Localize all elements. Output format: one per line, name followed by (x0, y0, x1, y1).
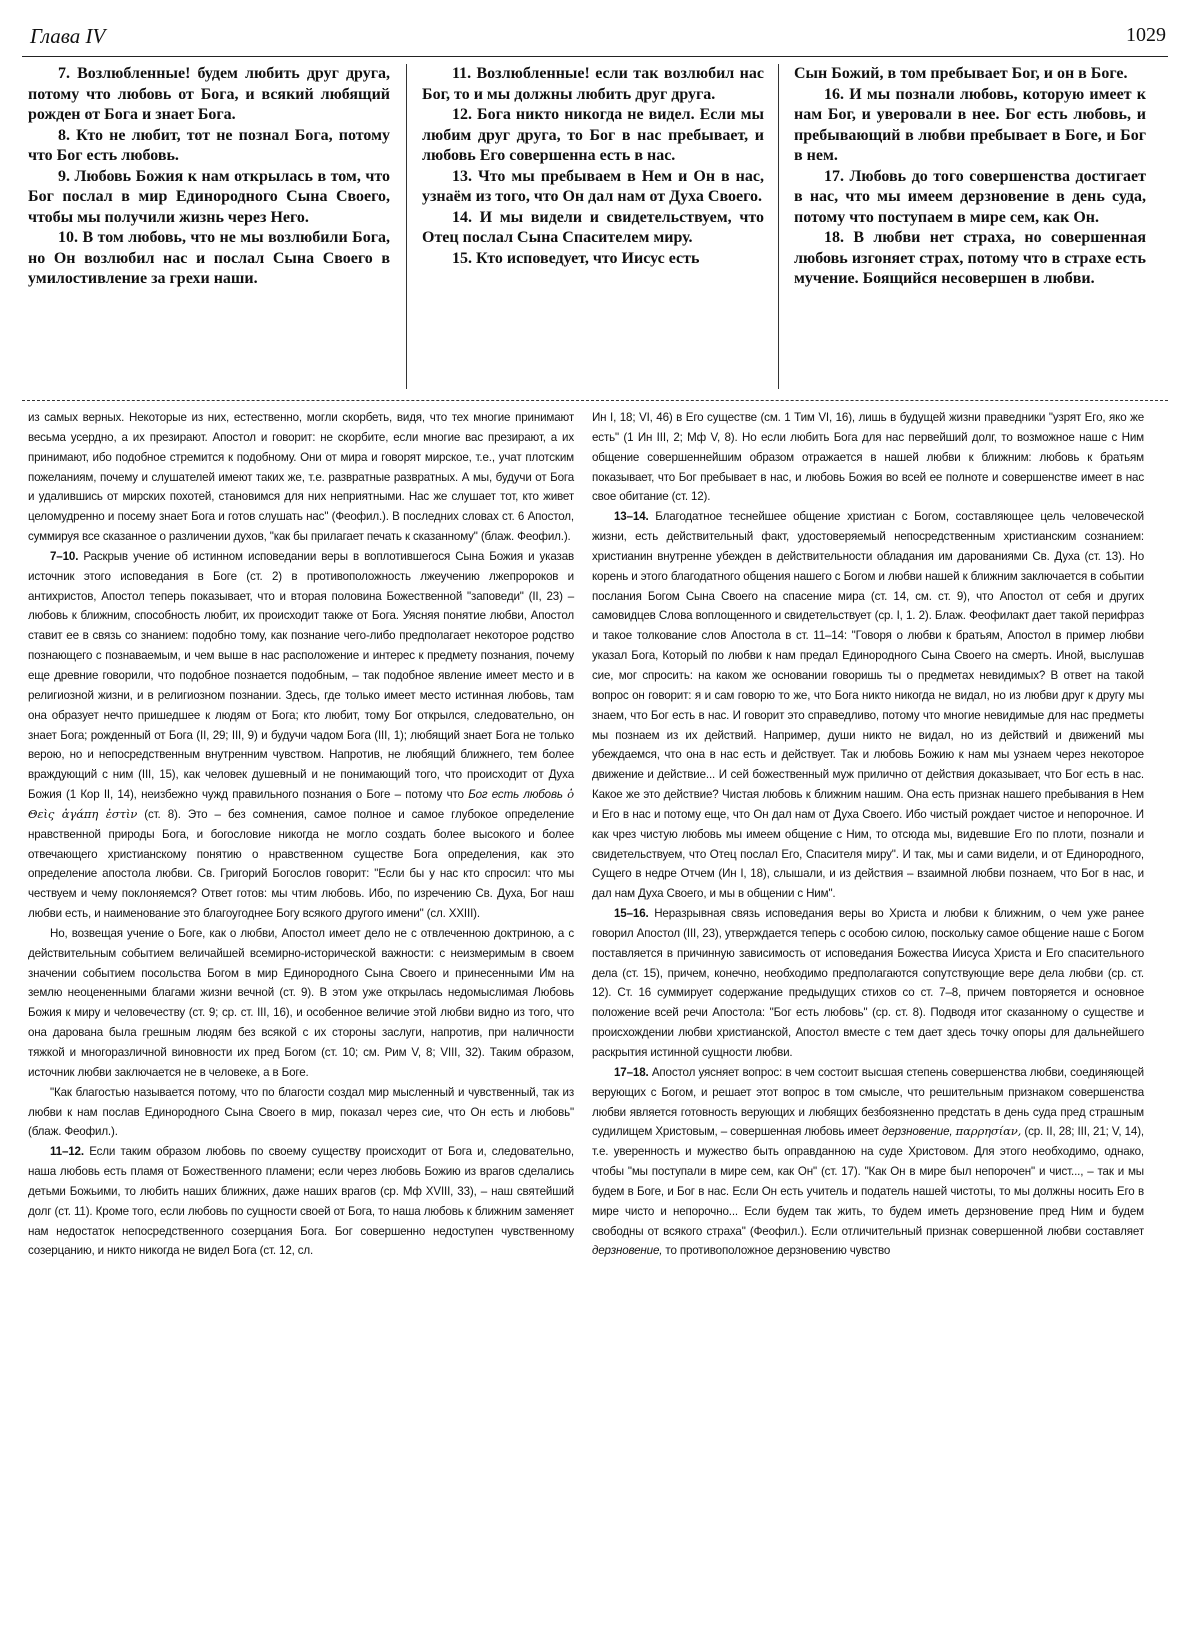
scripture-text (22, 64, 1168, 404)
commentary-column-left (28, 408, 574, 1616)
verse-column-1 (28, 64, 390, 404)
verse-15-continued: Сын Божий, в том пребывает Бог, и он в Боге. (794, 65, 1128, 82)
verse-13: 13. Что мы пребываем в Нем и Он в нас, узнаём из того, что Он дал нам от Духа Своего. (422, 167, 764, 205)
commentary-paragraph: 13–14. Благодатное теснейшее общение христиан с Богом, составляющее цель человеческой жизни, есть действительный факт, удостоверяемый непосредственным христианским сознанием: христианин внутренне убежден в действительности обладания им дарованиями Св. Духа (ст. 13). Но корень и этого благодатного общения нашего с Богом и любви нашей к ближним заключается в событии послания Богом Сына Своего на спасение мира (ст. 14, см. ст. 9), что Апостол от себя и других самовидцев Слова воплощенного и свидетельствует (ср. I, 1. 2). Блаж. Феофилакт дает такой перифраз и такое толкование слов Апостола в ст. 11–14: "Говоря о любви к братьям, Апостол в пример любви указал Бога, Который по любви к нам предал Единородного Сына Своего на смерть. Иной, выслушав сие, мог спросить: на каком же основании говоришь ты о предметах невидимых? В ответ на такой вопрос он говорит: я и сам говорю то же, что Бога никто никогда не видал, но из любви друг к другу мы знаем, что Бог есть в нас. И говорит это справедливо, потому что многие невидимые для нас предметы мы познаем из их действий. Например, души никто не видал, но из действий и движений мы убеждаемся, что она в нас есть и действует. Так и любовь Божию к нам мы узнаем через некоторое движение и действие... И сей божественный муж прилично от действия доказывает, что Бог есть в нас. Какое же это действие? Чистая любовь к ближним нашим. Она есть признак нашего пребывания в Нем и Его в нас и потому еще, что Он дал нам от Духа Своего. Ибо чистый рождает чистое и непорочное. И как чрез чистую любовь мы имеем общение с Ним, то отсюда мы, видевшие Его по плоти, познали и свидетельствуем, что Отец послал Его, Спасителя миру". И так, мы и сами видели, и от Единородного, Сущего в недре Отчем (Ин I, 18), слышали, и из действия – взаимной любви познаем, что Бог в нас, и дал нам Духа Своего, и мы в общении с Ним". (592, 510, 1144, 901)
section-divider (22, 400, 1168, 401)
chapter-title: Глава IV (30, 24, 106, 48)
verse-reference: 7–10. (50, 549, 79, 563)
verse-14: 14. И мы видели и свидетельствуем, что Отец послал Сына Спасителем миру. (422, 208, 764, 246)
commentary-paragraph: "Как благостью называется потому, что по благости создал мир мысленный и чувственный, так из любви к нам послав Единородного Сына Своего в мир, показал через сие, что Он есть и любовь" (блаж. Феофил.). (28, 1085, 574, 1139)
verse-15: 15. Кто исповедует, что Иисус есть (452, 249, 700, 267)
header-rule (22, 56, 1168, 57)
verse-12: 12. Бога никто никогда не видел. Если мы любим друг друга, то Бог в нас пребывает, и любовь Его совершенна есть в нас. (422, 106, 764, 164)
page-number: 1029 (1126, 24, 1166, 46)
commentary-paragraph: 7–10. Раскрыв учение об истинном исповедании веры в воплотившегося Сына Божия и указав источник этого исповедания в Боге (ст. 2) в противоположность лжеучению лжепророков и антихристов, Апостол теперь показывает, что и вторая половина Божественной "заповеди" (II, 23) – любовь к ближним, способность любит, их происходит также от Бога. Уясняя понятие любви, Апостол ставит ее в связь со знанием: подобно тому, как познание чего-либо предполагает некоторое родство познающего с познаваемым, и чем выше в нас расположение и интерес к предмету познания, почему еще древние говорили, что подобное познается подобным, – так подобное явление имеет место и в религиозной жизни, и в религиозном познании. Здесь, где только имеет место истинная любовь, там она образует нечто пришедшее к людям от Бога; кто любит, тому Бог открылся, следовательно, он знает Бога; рожденный от Бога (II, 29; III, 9) и будучи чадом Бога (III, 1); любящий знает Бога не только верою, но и непосредственным внутренним чувством. Напротив, не любящий ближнего, тем более враждующий с ним (III, 15), как человек душевный и не понимающий того, что происходит от Духа Божия (1 Кор II, 14), неизбежно чужд правильного познания о Боге – потому что Бог есть любовь ὁ Θεὶς ἀγάπη ἐστὶν (ст. 8). Это – без сомнения, самое полное и самое глубокое определение нравственной природы Бога, и богословие никогда не могло создать более высокого и более отвечающего христианскому понятию о нравственном существе Бога определения, как это определение апостола любви. Св. Григорий Богослов говорит: "Если бы у нас кто спросил: что мы чествуем и чему поклоняемся? Ответ готов: мы чтим любовь. Ибо, по изречению Св. Духа, Бог наш любви есть, и наименование это благоугоднее Богу всякого другого имени" (сл. XXIII). (28, 549, 575, 921)
column-divider (778, 64, 779, 389)
column-divider (406, 64, 407, 389)
greek-text: ὁ Θεὶς ἀγάπη ἐστὶν (28, 787, 575, 821)
emphasis: дерзновение, (592, 1244, 663, 1258)
emphasis: дерзновение, (882, 1125, 953, 1139)
verse-10: 10. В том любовь, что не мы возлюбили Бога, но Он возлюбил нас и послал Сына Своего в умилостивление за грехи наши. (28, 229, 390, 287)
verse-17: 17. Любовь до того совершенства достигает в нас, что мы имеем дерзновение в день суда, потому что поступаем в мире сем, как Он. (794, 167, 1146, 226)
verse-16: 16. И мы познали любовь, которую имеет к нам Бог, и уверовали в нее. Бог есть любовь, и пребывающий в любви пребывает в Боге, и Бог в нем. (794, 85, 1146, 164)
commentary-paragraph: Ин I, 18; VI, 46) в Его существе (см. 1 Тим VI, 16), лишь в будущей жизни праведники "узрят Его, яко же есть" (1 Ин III, 2; Мф V, 8). Но если любить Бога для нас первейший долг, то возможное наше с Ним общение совершеннейшим образом отражается в нашей любви к ближним: любовь к братьям показывает, что Бог пребывает в нас, и любовь Божия во всей ее полноте и совершенстве имеет в нас свое обитание (ст. 12). (592, 411, 1144, 504)
commentary-paragraph: Но, возвещая учение о Боге, как о любви, Апостол имеет дело не с отвлеченною доктриною, а с действительным событием величайшей всемирно-исторической важности: с неизмеримым в своем значении событием посольства Богом в мир Единородного Сына Своего и принесенными Им на землю неоцененными благами жизни вечной (ст. 9). В этом уже открылась недомыслимая Любовь Божия к миру и человечеству (ст. 9; ср. ст. III, 16), и особенное величие этой любви видно из того, что она дарована была грешным людям без всякой с их стороны заслуги, напротив, при наличности тяжкой и многоразличной виновности их пред Богом (ст. 10; см. Рим V, 8; VIII, 32). Таким образом, источник любви заключается не в человеке, а в Боге. (28, 926, 574, 1079)
commentary-paragraph: из самых верных. Некоторые из них, естественно, могли скорбеть, видя, что тех многие принимают весьма усердно, а их презирают. Апостол и говорит: не скорбите, если многие вас презирают, а их принимают, ибо подобное стремится к подобному. Они от мира и говорят мирское, т.е., учат плотским пожеланиям, почему и слушателей имеют таких же, т.е. развратные развратных. А мы, будучи от Бога и удалившись от мирских похотей, становимся для них неприятными. Нас же слушает тот, кто живет целомудренно и посему знает Бога и готов слушать нас" (Феофил.). В последних словах ст. 6 Апостол, суммируя все сказанное о различении духов, "как бы прилагает печать к сказанному" (блаж. Феофил.). (28, 411, 574, 544)
greek-text: παρρησίαν, (955, 1124, 1022, 1139)
verse-reference: 13–14. (614, 510, 649, 524)
verse-reference: 11–12. (50, 1145, 84, 1159)
commentary-paragraph: 17–18. Апостол уясняет вопрос: в чем состоит высшая степень совершенства любви, соединяющей верующих с Богом, и решает этот вопрос в том смысле, что решительным признаком совершенства любви является готовность верующих и любящих безбоязненно предстать в день суда пред страшным судилищем Христовым, – совершенная любовь имеет дерзновение, παρρησίαν, (ср. II, 28; III, 21; V, 14), т.е. уверенность и мужество быть оправданною на суде Христовом. Для этого необходимо, однако, чтобы "мы поступали в мире сем, как Он" (ст. 17). "Как Он в мире был непорочен" и чист..., – так и мы будем в Боге, и Бог в нас. Если Он есть учитель и податель нашей чистоты, то мы должны носить Его в мире чисто и непорочно... Если будем так жить, то будем иметь дерзновение пред Ним и будем свободны от всякого страха" (Феофил.). Если отличительный признак совершенной любви составляет дерзновение, то противоположное дерзновению чувство (592, 1065, 1145, 1258)
verse-18: 18. В любви нет страха, но совершенная любовь изгоняет страх, потому что в страхе есть мучение. Боящийся несовершен в любви. (794, 229, 1146, 287)
verse-11: 11. Возлюбленные! если так возлюбил нас Бог, то и мы должны любить друг друга. (422, 65, 764, 103)
verse-9: 9. Любовь Божия к нам открылась в том, что Бог послал в мир Единородного Сына Своего, чтобы мы получили жизнь через Него. (28, 167, 390, 226)
page (22, 14, 1168, 1620)
verse-column-3 (794, 64, 1146, 404)
verse-reference: 17–18. (614, 1065, 649, 1079)
running-header (22, 14, 1168, 46)
commentary-column-right (592, 408, 1144, 1616)
verse-reference: 15–16. (614, 907, 649, 921)
commentary-paragraph: 11–12. Если таким образом любовь по своему существу происходит от Бога и, следовательно, наша любовь есть пламя от Божественного пламени; если через любовь Божию из врагов сделались детьми Божьими, то любить наших ближних, даже наших врагов (ср. Мф XVIII, 33), – наш святейший долг (ст. 11). Кроме того, если любовь по сущности своей от Бога, то наша любовь к ближним заменяет нам недостаток непосредственного созерцания Бога. Бог совершенно недоступен чувственному созерцанию, и никто никогда не видел Бога (ст. 12, сл. (28, 1145, 574, 1258)
verse-7: 7. Возлюбленные! будем любить друг друга, потому что любовь от Бога, и всякий любящий рожден от Бога и знает Бога. (28, 65, 390, 123)
emphasis: Бог есть любовь (468, 788, 563, 802)
verse-column-2 (422, 64, 764, 404)
commentary-paragraph: 15–16. Неразрывная связь исповедания веры во Христа и любви к ближним, о чем уже ранее говорил Апостол (III, 23), утверждается теперь с особою силою, поскольку самое общение наше с Богом поставляется в причинную зависимость от исповедания Божества Иисуса Христа и Его спасительного дела (ст. 15), причем, конечно, необходимо предполагаются сопутствующие вере дела любви (ср. ст. 12). Ст. 16 суммирует содержание предыдущих стихов со ст. 7–8, причем повторяется и основное положение всей речи Апостола: "Бог есть любовь" (ср. ст. 8). Подводя итог сказанному о существе и происхождении любви христианской, Апостол вместе с тем дает здесь точку опоры для дальнейшего раскрытия истинной сущности любви. (592, 907, 1144, 1059)
verse-8: 8. Кто не любит, тот не познал Бога, потому что Бог есть любовь. (28, 126, 390, 164)
